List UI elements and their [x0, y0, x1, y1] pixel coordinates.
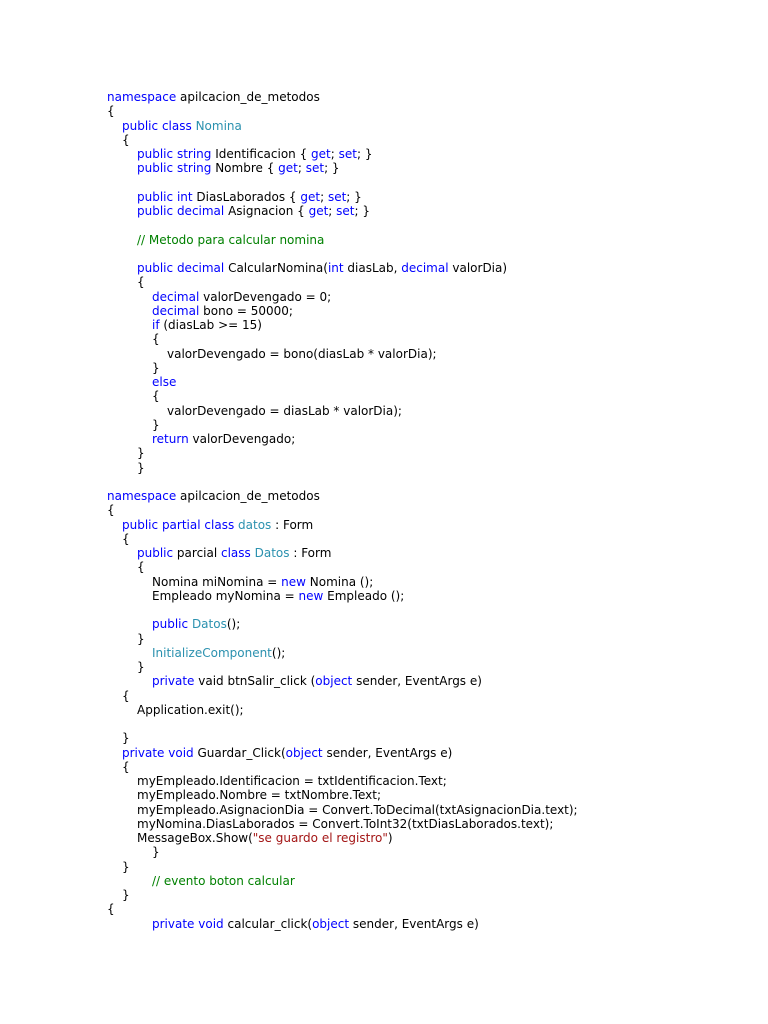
code-token: ; }	[346, 189, 362, 204]
code-token: }	[137, 631, 145, 646]
code-token: }	[137, 446, 145, 461]
code-token: object	[315, 674, 353, 689]
code-token: }	[137, 460, 145, 475]
code-token: vaid btnSalir_click (	[194, 674, 316, 689]
code-line	[107, 119, 578, 133]
code-line	[107, 689, 578, 703]
code-line	[107, 304, 578, 318]
code-line	[107, 375, 578, 389]
code-token: public	[122, 118, 159, 133]
code-token: : Form	[289, 546, 332, 560]
code-token: else	[152, 375, 177, 389]
code-token: return	[152, 432, 189, 446]
code-line	[107, 389, 578, 403]
code-token: {	[137, 560, 145, 575]
code-token: Application.exit();	[137, 702, 244, 717]
code-token: decimal	[176, 261, 225, 275]
code-token: ; }	[354, 204, 370, 218]
blank-line	[107, 475, 578, 489]
code-token: apilcacion_de_metodos	[176, 489, 320, 503]
code-token: Nomina ();	[305, 574, 374, 589]
code-token: ;	[297, 161, 306, 176]
code-token: private	[122, 745, 165, 760]
code-line	[107, 560, 578, 574]
blank-line	[107, 247, 578, 261]
code-token: get	[300, 189, 321, 204]
blank-line	[107, 218, 578, 232]
code-line	[107, 917, 578, 931]
code-line	[107, 318, 578, 332]
code-token: {	[152, 332, 160, 347]
code-line	[107, 446, 578, 460]
code-line	[107, 261, 578, 275]
code-token: public	[137, 189, 174, 204]
code-token: ();	[271, 645, 286, 660]
blank-line	[107, 717, 578, 731]
code-line	[107, 432, 578, 446]
code-token: ;	[330, 147, 339, 161]
code-token: public	[137, 546, 174, 560]
code-token: namespace	[107, 489, 177, 503]
code-line	[107, 760, 578, 774]
code-token: sender, EventArgs e)	[322, 745, 453, 760]
code-line	[107, 503, 578, 517]
code-line	[107, 731, 578, 745]
code-token: ;	[320, 189, 328, 204]
code-line	[107, 133, 578, 147]
code-token: new	[281, 574, 306, 589]
code-line	[107, 418, 578, 432]
blank-line	[107, 603, 578, 617]
code-token: }	[122, 731, 130, 746]
code-token: set	[327, 189, 347, 204]
code-token: get	[308, 204, 329, 218]
code-line	[107, 860, 578, 874]
code-token: myEmpleado.Nombre = txtNombre.Text;	[137, 788, 381, 803]
code-token: }	[152, 845, 160, 860]
code-token: public	[122, 517, 159, 532]
code-token: ;	[328, 204, 337, 218]
code-token: void	[198, 916, 224, 931]
code-line	[107, 275, 578, 289]
code-token: if	[152, 318, 160, 332]
code-line	[107, 788, 578, 802]
code-line	[107, 233, 578, 247]
code-token: bono = 50000;	[199, 303, 293, 318]
code-line	[107, 845, 578, 859]
code-line	[107, 575, 578, 589]
code-token: decimal	[152, 289, 200, 304]
code-token: Guardar_Click(	[193, 745, 286, 760]
code-line	[107, 902, 578, 916]
code-token: {	[122, 759, 130, 774]
code-token: class	[204, 517, 235, 532]
code-token: private	[152, 916, 195, 931]
code-token: (diasLab >= 15)	[159, 318, 262, 332]
code-token: object	[285, 745, 323, 760]
code-line	[107, 90, 578, 104]
code-token: partial	[161, 517, 201, 532]
code-token: ; }	[356, 147, 373, 161]
code-token: myEmpleado.Identificacion = txtIdentificacion.Text;	[137, 774, 447, 788]
code-line	[107, 774, 578, 788]
code-line	[107, 461, 578, 475]
code-token: }	[122, 859, 130, 874]
code-token: apilcacion_de_metodos	[176, 90, 320, 104]
code-token: : Form	[271, 517, 314, 532]
code-token: get	[278, 161, 298, 176]
code-token: public	[137, 261, 174, 275]
code-line	[107, 632, 578, 646]
code-line	[107, 703, 578, 717]
code-token: {	[107, 902, 115, 917]
code-line	[107, 489, 578, 503]
code-line	[107, 746, 578, 760]
code-line	[107, 104, 578, 118]
code-token: Datos	[191, 617, 227, 632]
code-token: valorDevengado = 0;	[199, 289, 332, 304]
code-token: set	[336, 204, 355, 218]
code-token: Asignacion {	[224, 204, 309, 218]
code-line	[107, 874, 578, 888]
code-token: InitializeComponent	[152, 645, 272, 660]
code-token: Datos	[254, 546, 290, 560]
code-token: decimal	[401, 261, 449, 275]
code-token: public	[137, 161, 174, 176]
blank-line	[107, 176, 578, 190]
code-token: set	[305, 161, 325, 176]
code-token: private	[152, 674, 195, 689]
code-token: decimal	[152, 303, 200, 318]
code-token: ; }	[324, 161, 340, 176]
code-token: }	[122, 888, 130, 902]
code-line	[107, 831, 578, 845]
code-line	[107, 347, 578, 361]
code-token: }	[137, 660, 145, 674]
code-token: public	[152, 617, 189, 632]
code-token: {	[152, 389, 160, 404]
code-line	[107, 546, 578, 560]
code-token: Nomina	[195, 118, 242, 133]
code-token: Empleado myNomina =	[152, 588, 299, 603]
code-token: class	[221, 546, 251, 560]
code-token: // evento boton calcular	[152, 873, 295, 888]
code-listing	[107, 90, 578, 931]
code-token: object	[312, 916, 350, 931]
code-line	[107, 332, 578, 346]
code-token: {	[122, 132, 130, 147]
code-token: {	[122, 531, 130, 546]
code-token: "se guardo el registro"	[252, 831, 388, 845]
code-token: class	[161, 118, 192, 133]
code-token: new	[298, 588, 324, 603]
code-token: valorDevengado = bono(diasLab * valorDia);	[167, 346, 437, 361]
code-token: }	[152, 417, 160, 432]
code-line	[107, 190, 578, 204]
code-token: myEmpleado.AsignacionDia = Convert.ToDecimal(txtAsignacionDia.text);	[137, 802, 578, 817]
code-token: {	[137, 275, 145, 290]
code-line	[107, 518, 578, 532]
code-token: namespace	[107, 90, 177, 104]
code-token: Empleado ();	[323, 588, 405, 603]
code-token: MessageBox.Show(	[137, 831, 253, 845]
code-line	[107, 161, 578, 175]
code-token: valorDevengado = diasLab * valorDia);	[167, 403, 402, 418]
code-token: string	[176, 161, 212, 176]
code-line	[107, 888, 578, 902]
code-token: }	[152, 360, 160, 375]
code-token: sender, EventArgs e)	[349, 916, 479, 931]
code-line	[107, 290, 578, 304]
code-line	[107, 404, 578, 418]
code-token: {	[107, 503, 115, 518]
code-token: sender, EventArgs e)	[352, 674, 482, 689]
code-token: valorDevengado;	[188, 432, 296, 446]
code-token: int	[176, 189, 193, 204]
code-token: myNomina.DiasLaborados = Convert.ToInt32(txtDiasLaborados.text);	[137, 816, 554, 831]
code-token: diasLab,	[343, 261, 402, 275]
code-line	[107, 589, 578, 603]
code-line	[107, 617, 578, 631]
code-token: Nombre {	[211, 161, 279, 176]
code-line	[107, 660, 578, 674]
code-token: decimal	[176, 204, 225, 218]
code-line	[107, 147, 578, 161]
code-token: ();	[226, 617, 241, 632]
code-token: string	[176, 147, 212, 161]
code-token: Identificacion {	[211, 147, 312, 161]
code-token: get	[311, 147, 331, 161]
code-token: calcular_click(	[223, 916, 313, 931]
code-line	[107, 204, 578, 218]
code-token: datos	[238, 517, 272, 532]
code-token: {	[122, 688, 130, 703]
code-token: parcial	[173, 546, 221, 560]
code-token: int	[327, 261, 344, 275]
code-line	[107, 674, 578, 688]
code-line	[107, 646, 578, 660]
code-line	[107, 803, 578, 817]
code-token: valorDia)	[448, 261, 508, 275]
code-token: CalcularNomina(	[224, 261, 328, 275]
code-token: public	[137, 204, 174, 218]
code-line	[107, 361, 578, 375]
code-token: set	[338, 147, 357, 161]
code-token: {	[107, 104, 115, 119]
code-line	[107, 817, 578, 831]
code-token: void	[168, 745, 194, 760]
code-token: public	[137, 147, 174, 161]
code-token: // Metodo para calcular nomina	[137, 232, 325, 247]
code-token: )	[387, 831, 393, 845]
code-token: Nomina miNomina =	[152, 574, 282, 589]
code-line	[107, 532, 578, 546]
code-token: DiasLaborados {	[192, 189, 301, 204]
